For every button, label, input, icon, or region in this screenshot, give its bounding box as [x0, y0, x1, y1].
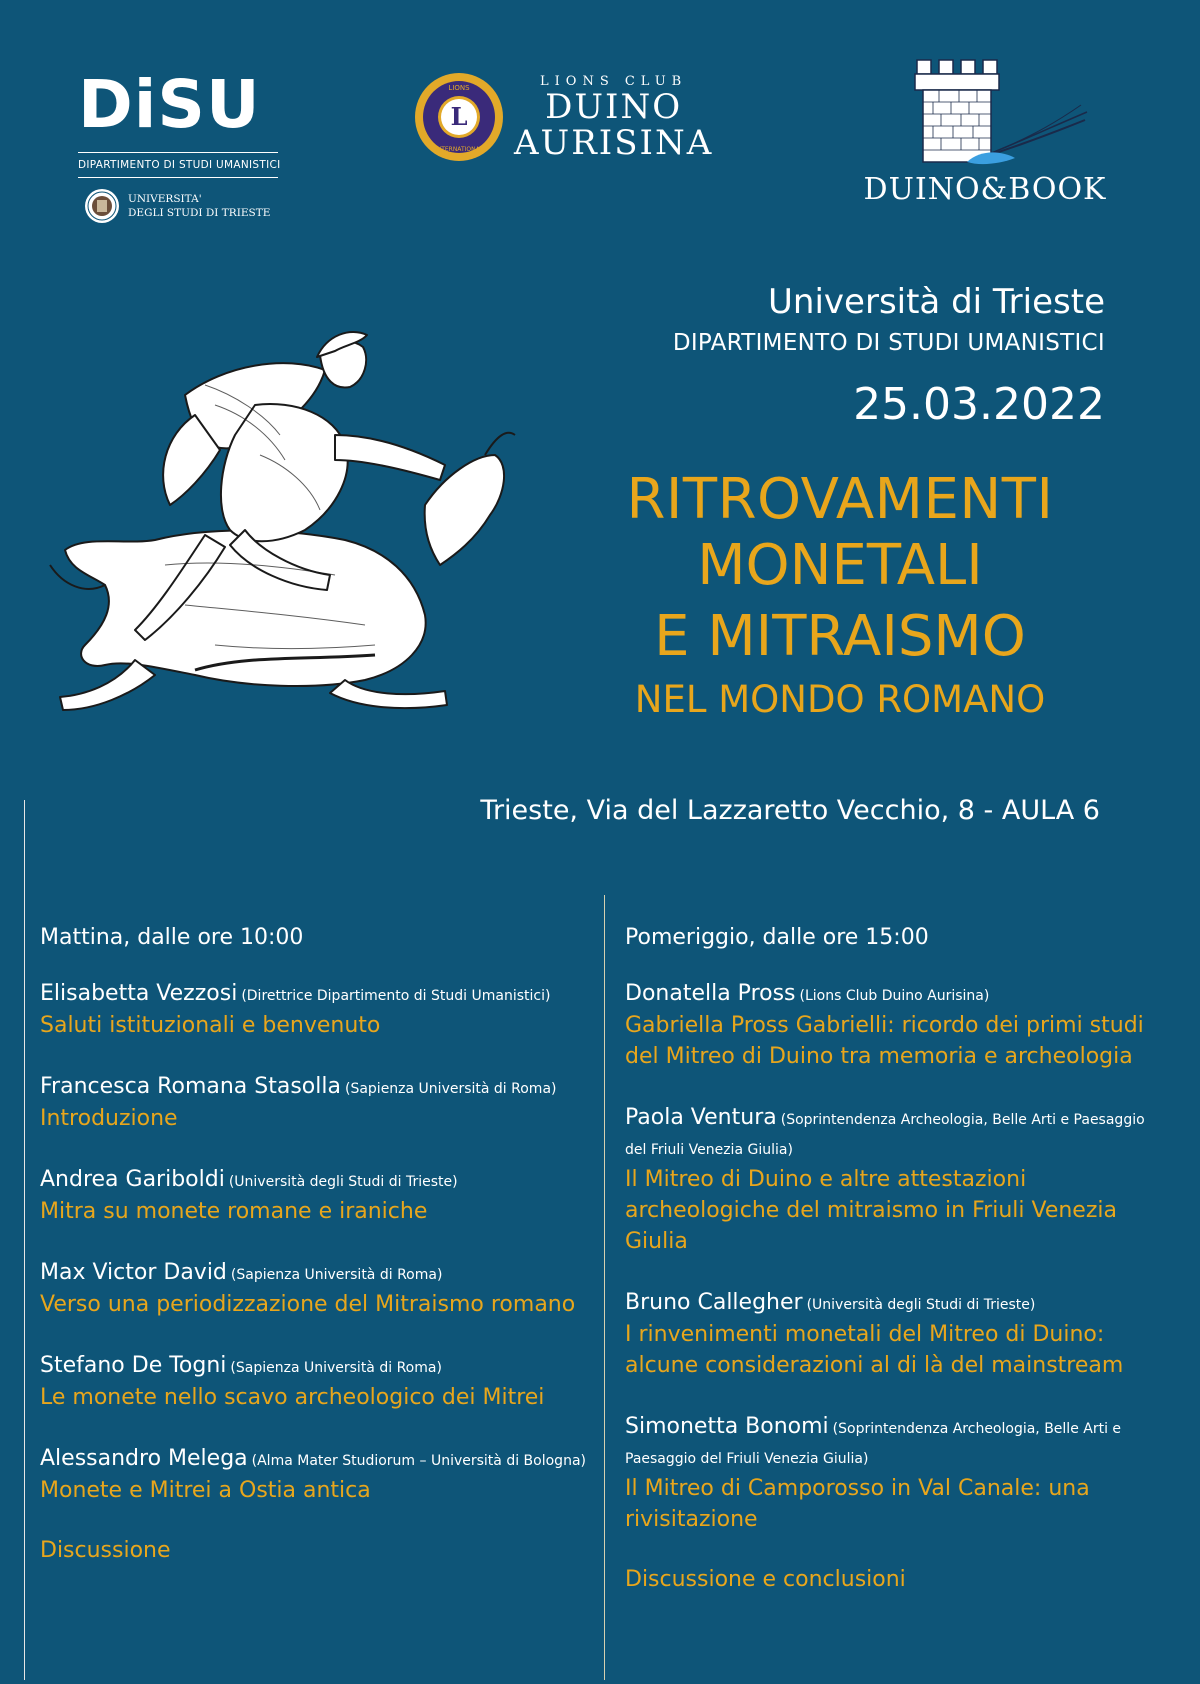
speaker-name: Andrea Gariboldi	[40, 1167, 225, 1192]
afternoon-closing: Discussione e conclusioni	[625, 1567, 906, 1592]
talk-title: I rinvenimenti monetali del Mitreo di Duino: alcune considerazioni al di là del mainstream	[625, 1322, 1124, 1378]
lions-club-logo	[414, 72, 713, 162]
lions-club-name	[514, 74, 713, 161]
morning-closing: Discussione	[40, 1538, 171, 1563]
speaker-affiliation: (Direttrice Dipartimento di Studi Umanistici)	[241, 988, 551, 1004]
university-name	[128, 192, 270, 220]
program-item	[625, 980, 1170, 1072]
speaker	[625, 980, 1170, 1010]
lions-badge-bottom: INTERNATIONAL	[434, 146, 484, 153]
event-date: 25.03.2022	[853, 379, 1105, 430]
university-line-1: UNIVERSITA'	[128, 193, 202, 205]
speaker-affiliation: (Università degli Studi di Trieste)	[228, 1174, 458, 1190]
morning-heading: Mattina, dalle ore 10:00	[40, 925, 304, 950]
disu-wordmark: DiSU	[78, 66, 261, 143]
university-name: Università di Trieste	[768, 282, 1105, 322]
university-line-2: DEGLI STUDI DI TRIESTE	[128, 207, 271, 219]
disu-logo	[78, 66, 283, 224]
lions-small-text: LIONS CLUB	[540, 73, 688, 89]
speaker-affiliation: (Sapienza Università di Roma)	[230, 1360, 442, 1376]
talk-title: Verso una periodizzazione del Mitraismo romano	[40, 1292, 576, 1317]
speaker-affiliation: (Sapienza Università di Roma)	[230, 1267, 443, 1283]
speaker-name: Donatella Pross	[625, 981, 796, 1006]
talk-title: Mitra su monete romane e iraniche	[40, 1199, 428, 1224]
speaker-name: Elisabetta Vezzosi	[40, 981, 238, 1006]
speaker-affiliation: (Sapienza Università di Roma)	[344, 1081, 557, 1097]
event-title	[560, 468, 1120, 726]
program-item	[40, 1352, 600, 1413]
title-line-1: RITROVAMENTI	[626, 467, 1054, 532]
speaker-name: Stefano De Togni	[40, 1353, 227, 1378]
speaker-affiliation: (Alma Mater Studiorum – Università di Bologna)	[251, 1453, 586, 1469]
lions-line-2: AURISINA	[514, 122, 714, 163]
column-divider	[604, 895, 605, 1680]
program-item	[625, 1289, 1170, 1381]
speaker	[40, 1073, 600, 1103]
lions-badge-top: LIONS	[448, 84, 470, 92]
speaker-affiliation: (Soprintendenza Archeologia, Belle Arti e Paesaggio del Friuli Venezia Giulia)	[625, 1421, 1122, 1467]
lions-badge-letter: L	[450, 102, 468, 131]
title-line-4: NEL MONDO ROMANO	[634, 678, 1046, 721]
duino-book-text: DUINO&BOOK	[863, 172, 1107, 207]
talk-title: Il Mitreo di Camporosso in Val Canale: una rivisitazione	[625, 1476, 1090, 1532]
talk-title: Le monete nello scavo archeologico dei Mitrei	[40, 1385, 545, 1410]
disu-department: DIPARTIMENTO DI STUDI UMANISTICI	[78, 159, 281, 171]
program-item	[40, 1445, 600, 1506]
speaker	[40, 1259, 600, 1289]
speaker	[625, 1104, 1170, 1164]
divider	[78, 177, 278, 178]
department-name: DIPARTIMENTO DI STUDI UMANISTICI	[672, 330, 1105, 356]
afternoon-heading: Pomeriggio, dalle ore 15:00	[625, 925, 929, 950]
title-line-2: MONETALI	[697, 533, 983, 598]
speaker-name: Simonetta Bonomi	[625, 1414, 829, 1439]
event-venue: Trieste, Via del Lazzaretto Vecchio, 8 - AULA 6	[480, 795, 1100, 826]
talk-title: Il Mitreo di Duino e altre attestazioni archeologiche del mitraismo in Friuli Venezia Giulia	[625, 1167, 1117, 1254]
speaker	[40, 1166, 600, 1196]
speaker	[40, 980, 600, 1010]
speaker-name: Alessandro Melega	[40, 1446, 248, 1471]
lions-line-1: DUINO	[545, 86, 683, 127]
program-item	[625, 1413, 1170, 1535]
speaker-affiliation: (Università degli Studi di Trieste)	[806, 1297, 1036, 1313]
university-seal-icon	[84, 188, 120, 224]
talk-title: Introduzione	[40, 1106, 178, 1131]
talk-title: Saluti istituzionali e benvenuto	[40, 1013, 381, 1038]
mithras-tauroctony-illustration	[45, 325, 545, 765]
program-item	[40, 1259, 600, 1320]
frame-line-left	[24, 800, 25, 1680]
speaker	[625, 1413, 1170, 1473]
speaker	[40, 1352, 600, 1382]
program-item	[40, 1166, 600, 1227]
talk-title: Gabriella Pross Gabrielli: ricordo dei primi studi del Mitreo di Duino tra memoria e archeologia	[625, 1013, 1144, 1069]
speaker	[40, 1445, 600, 1475]
event-header	[505, 280, 1105, 432]
speaker-name: Max Victor David	[40, 1260, 227, 1285]
speaker-name: Francesca Romana Stasolla	[40, 1074, 341, 1099]
morning-program	[40, 925, 600, 1563]
title-line-3: E MITRAISMO	[654, 604, 1026, 669]
speaker-name: Paola Ventura	[625, 1105, 777, 1130]
speaker-affiliation: (Soprintendenza Archeologia, Belle Arti e Paesaggio del Friuli Venezia Giulia)	[625, 1112, 1145, 1158]
divider	[78, 152, 278, 153]
university-block	[84, 188, 283, 224]
speaker-name: Bruno Callegher	[625, 1290, 803, 1315]
program-item	[40, 980, 600, 1041]
speaker-affiliation: (Lions Club Duino Aurisina)	[799, 988, 990, 1004]
program-item	[40, 1073, 600, 1134]
castle-tower-icon	[875, 50, 1095, 170]
afternoon-program	[625, 925, 1170, 1592]
program-item	[625, 1104, 1170, 1257]
speaker	[625, 1289, 1170, 1319]
lions-emblem-icon	[414, 72, 504, 162]
talk-title: Monete e Mitrei a Ostia antica	[40, 1478, 371, 1503]
duino-book-logo	[855, 50, 1115, 207]
